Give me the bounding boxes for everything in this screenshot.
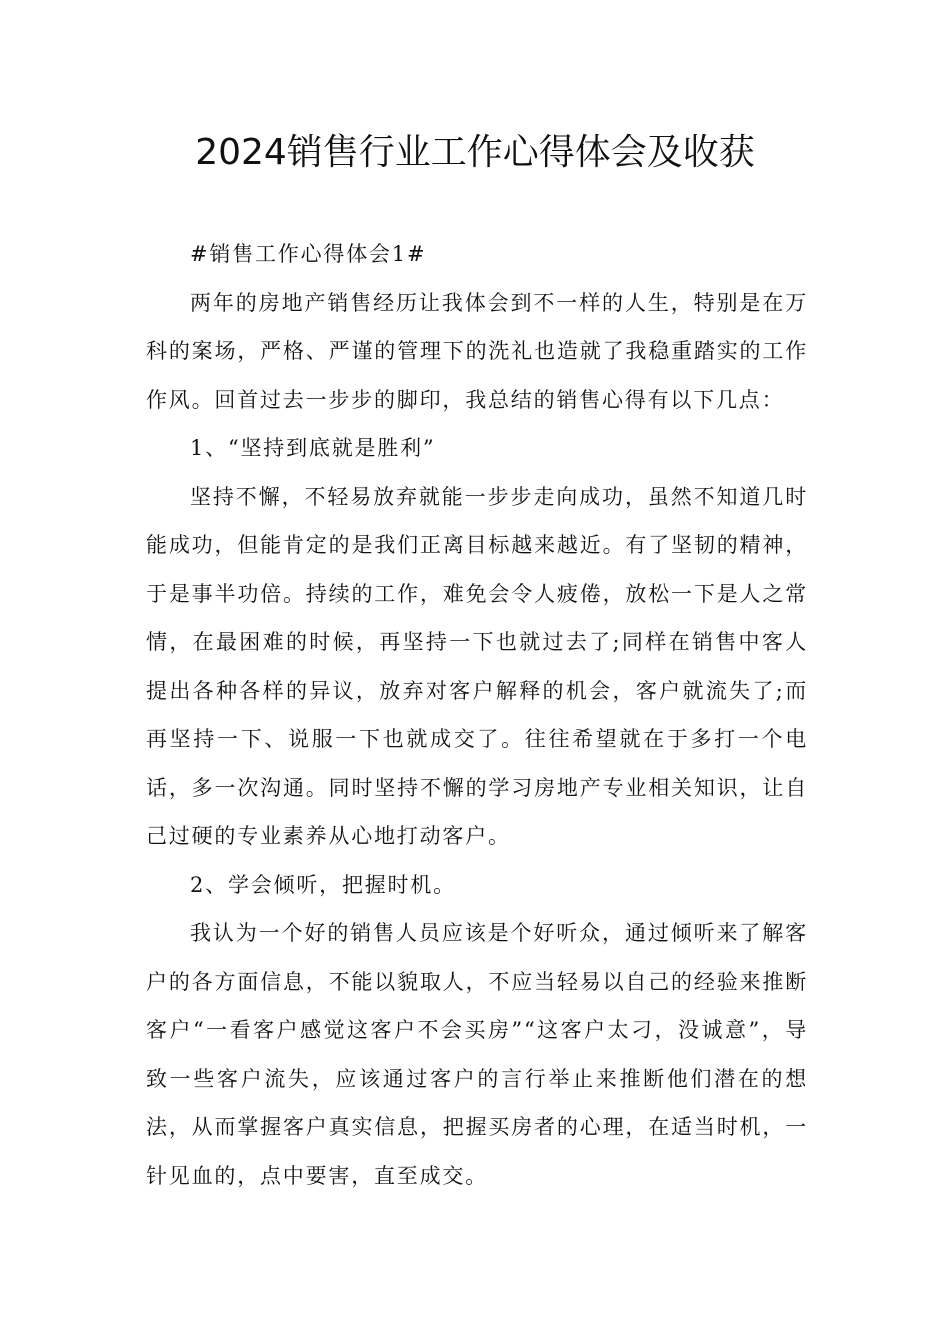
point-heading-2: 2、学会倾听，把握时机。 [190, 872, 456, 897]
paragraph-intro: 两年的房地产销售经历让我体会到不一样的人生，特别是在万科的案场，严格、严谨的管理下的洗礼也造就了我稳重踏实的工作作风。回首过去一步步的脚印，我总结的销售心得有以下几点： [146, 290, 808, 412]
document-title: 2024销售行业工作心得体会及收获 [195, 132, 755, 173]
paragraph-listening: 我认为一个好的销售人员应该是个好听众，通过倾听来了解客户的各方面信息，不能以貌取人，不应当轻易以自己的经验来推断客户“一看客户感觉这客户不会买房”“这客户太刁，没诚意”，导致一些客户流失，应该通过客户的言行举止来推断他们潜在的想法，从而掌握客户真实信息，把握买房者的心理，在适当时机，一针见血的，点中要害，直至成交。 [146, 921, 808, 1188]
section-heading: #销售工作心得体会1# [190, 242, 427, 266]
document-body [146, 230, 808, 1200]
point-heading-1: 1、“坚持到底就是胜利” [190, 436, 436, 460]
paragraph-persistence: 坚持不懈，不轻易放弃就能一步步走向成功，虽然不知道几时能成功，但能肯定的是我们正离目标越来越近。有了坚韧的精神，于是事半功倍。持续的工作，难免会令人疲倦，放松一下是人之常情，在最困难的时候，再坚持一下也就过去了;同样在销售中客人提出各种各样的异议，放弃对客户解释的机会，客户就流失了;而再坚持一下、说服一下也就成交了。往往希望就在于多打一个电话，多一次沟通。同时坚持不懈的学习房地产专业相关知识，让自己过硬的专业素养从心地打动客户。 [146, 484, 808, 848]
